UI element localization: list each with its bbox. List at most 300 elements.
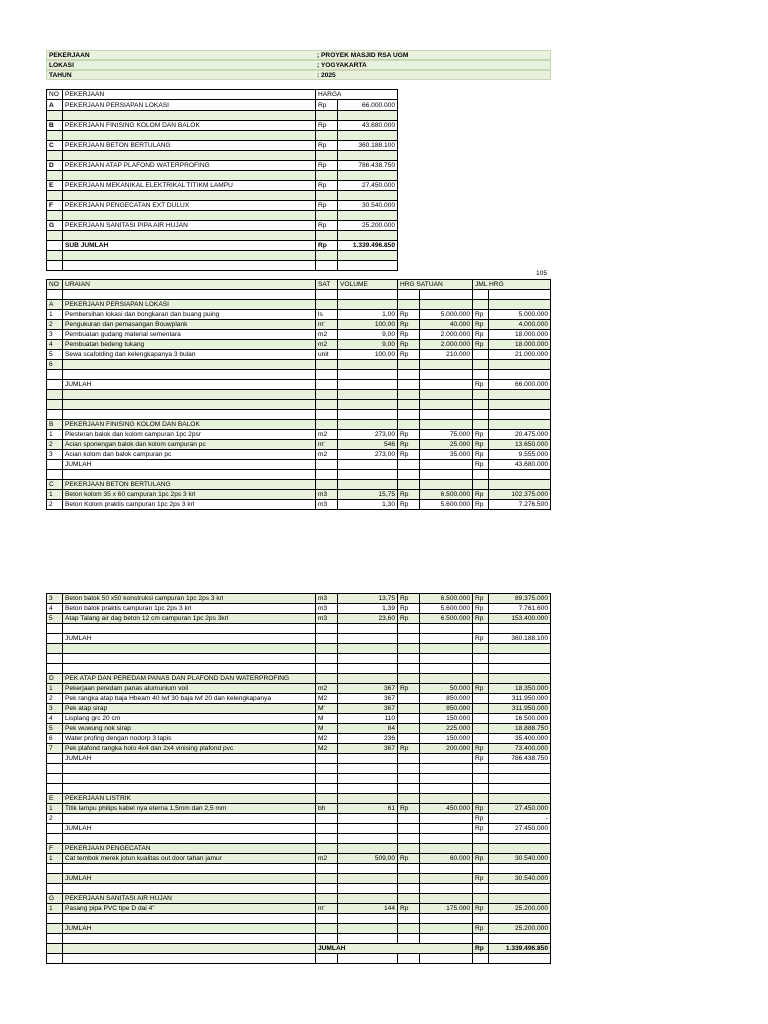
item-sat: m': [316, 440, 338, 450]
item-rp: Rp: [473, 614, 489, 624]
hdr-uraian: URAIAN: [63, 280, 316, 290]
item-total: 25.200.000: [489, 904, 551, 914]
item-rp: Rp: [398, 904, 420, 914]
spacer-row: [47, 111, 398, 121]
jumlah-cur: Rp: [473, 380, 489, 390]
hdr-jml-hrg: JML HRG: [473, 280, 551, 290]
spacer-row: [47, 470, 551, 480]
item-price: 6.500.000: [420, 594, 473, 604]
item-row: [47, 360, 551, 370]
spacer-row: [47, 654, 551, 664]
section-no: A: [47, 300, 63, 310]
item-no: 1: [47, 310, 63, 320]
row-no: C: [47, 141, 63, 151]
item-desc: Water profing dengan nodorp 3 lapis: [63, 734, 316, 744]
summary-row: [47, 221, 398, 231]
item-rp: Rp: [398, 684, 420, 694]
item-volume: 367: [338, 694, 398, 704]
item-total: 7.276.500: [489, 500, 551, 510]
spacer-row: [47, 400, 551, 410]
spacer-row: [47, 261, 398, 271]
item-price: 60.000: [420, 854, 473, 864]
item-desc: Titik lampu philips kabel nya eterna 1,5mm dan 2,5 mm: [63, 804, 316, 814]
section-title-row: [47, 794, 551, 804]
item-desc: Sewa scafolding dan kelengkapanya 3 bulan: [63, 350, 316, 360]
section-title: PEKERJAAN FINISING KOLOM DAN BALOK: [63, 420, 316, 430]
spacer-row: [47, 914, 551, 924]
item-sat: bh: [316, 804, 338, 814]
item-no: 4: [47, 604, 63, 614]
hdr-hrg-satuan: HRG SATUAN: [398, 280, 473, 290]
item-desc: Pembersihan lokasi dan bongkaran dan buang puing: [63, 310, 316, 320]
spacer-row: [47, 151, 398, 161]
item-rp: Rp: [398, 594, 420, 604]
item-rp: [398, 814, 420, 824]
row-val: 786.438.750: [338, 161, 398, 171]
item-rp: [473, 694, 489, 704]
item-volume: 236: [338, 734, 398, 744]
item-total: 18.000.000: [489, 330, 551, 340]
item-no: 2: [47, 320, 63, 330]
item-row: [47, 340, 551, 350]
item-desc: Pek wuwung nok sirap: [63, 724, 316, 734]
item-rp: Rp: [473, 330, 489, 340]
item-row: [47, 450, 551, 460]
row-job: PEKERJAAN PENGECATAN EXT DULUX: [63, 201, 316, 211]
spacer-row: [47, 191, 398, 201]
jumlah-label: JUMLAH: [63, 754, 316, 764]
item-volume: [338, 814, 398, 824]
item-sat: m3: [316, 614, 338, 624]
item-rp: Rp: [398, 614, 420, 624]
item-no: 2: [47, 814, 63, 824]
item-no: 5: [47, 350, 63, 360]
item-price: [420, 814, 473, 824]
item-total: 16.500.000: [489, 714, 551, 724]
item-price: 850.000: [420, 694, 473, 704]
item-desc: Pekerjaan peredam panas alumunium voil: [63, 684, 316, 694]
item-no: 4: [47, 340, 63, 350]
item-price: 2.000.000: [420, 340, 473, 350]
item-rp: [473, 724, 489, 734]
section-title-row: [47, 674, 551, 684]
jumlah-val: 25.200.000: [489, 924, 551, 934]
jumlah-cur: Rp: [473, 754, 489, 764]
item-total: 35.400.000: [489, 734, 551, 744]
row-no: G: [47, 221, 63, 231]
item-desc: Beton kolom 35 x 60 campuran 1pc 2ps 3 krl: [63, 490, 316, 500]
jumlah-cur: Rp: [473, 634, 489, 644]
item-no: 1: [47, 490, 63, 500]
section-title: PEK ATAP DAN PEREDAM PANAS DAN PLAFOND DAN WATERPROFING: [63, 674, 316, 684]
item-sat: m': [316, 904, 338, 914]
item-total: 30.540.000: [489, 854, 551, 864]
jumlah-label: JUMLAH: [63, 634, 316, 644]
item-total: 9.555.000: [489, 450, 551, 460]
item-no: 6: [47, 360, 63, 370]
item-rp: Rp: [398, 350, 420, 360]
row-job: PEKERJAAN SANITASI PIPA AIR HUJAN: [63, 221, 316, 231]
item-desc: Atap Talang air dag beton 12 cm campuran 1pc 2ps 3krl: [63, 614, 316, 624]
item-price: 40.000: [420, 320, 473, 330]
item-total: 153.400.000: [489, 614, 551, 624]
header-label: TAHUN: [49, 72, 72, 79]
jumlah-cur: Rp: [473, 824, 489, 834]
row-cur: Rp: [316, 201, 338, 211]
item-row: [47, 310, 551, 320]
item-desc: Cat tembok merek jotun kualitas out door tahan jamur: [63, 854, 316, 864]
section-title: PEKERJAAN PERSIAPAN LOKASI: [63, 300, 316, 310]
row-job: PEKERJAAN FINISING KOLOM DAN BALOK: [63, 121, 316, 131]
item-price: 6.500.000: [420, 490, 473, 500]
item-total: -: [489, 814, 551, 824]
item-total: 89.375.000: [489, 594, 551, 604]
item-sat: m3: [316, 500, 338, 510]
item-rp: [398, 734, 420, 744]
item-rp: Rp: [398, 430, 420, 440]
jumlah-cur: Rp: [473, 874, 489, 884]
jumlah-val: 30.540.000: [489, 874, 551, 884]
item-desc: Pembuatan bedeng tukang: [63, 340, 316, 350]
item-no: 2: [47, 694, 63, 704]
item-total: 18.350.000: [489, 684, 551, 694]
item-sat: [316, 814, 338, 824]
row-no: B: [47, 121, 63, 131]
spacer-row: [47, 390, 551, 400]
item-rp: [398, 724, 420, 734]
item-row: [47, 724, 551, 734]
item-rp: Rp: [398, 804, 420, 814]
item-desc: [63, 360, 316, 370]
item-sat: M2: [316, 734, 338, 744]
grand-total-row: [47, 944, 551, 954]
summary-row: [47, 121, 398, 131]
jumlah-row: [47, 924, 551, 934]
summary-row: [47, 100, 398, 111]
jumlah-row: [47, 634, 551, 644]
item-sat: m2: [316, 340, 338, 350]
item-row: [47, 500, 551, 510]
item-sat: [316, 360, 338, 370]
item-total: 27.450.000: [489, 804, 551, 814]
item-rp: [398, 694, 420, 704]
item-no: 1: [47, 430, 63, 440]
item-row: [47, 594, 551, 604]
item-sat: M2: [316, 744, 338, 754]
item-rp: Rp: [398, 604, 420, 614]
item-total: 311.950.000: [489, 694, 551, 704]
summary-header: [47, 90, 398, 100]
item-volume: [338, 360, 398, 370]
item-rp: [398, 360, 420, 370]
item-volume: 367: [338, 704, 398, 714]
summary-table: [46, 89, 398, 271]
item-volume: 61: [338, 804, 398, 814]
item-volume: 84: [338, 724, 398, 734]
item-total: 18.888.750: [489, 724, 551, 734]
item-rp: Rp: [398, 440, 420, 450]
row-no: D: [47, 161, 63, 171]
row-job: PEKERJAAN BETON BERTULANG: [63, 141, 316, 151]
item-no: 7: [47, 744, 63, 754]
col-no: NO: [47, 90, 63, 100]
item-price: 150.000: [420, 734, 473, 744]
summary-row: [47, 201, 398, 211]
item-desc: Pek rangka atap baja Hbeam 40 lwf 30 baja lwf 20 dan kelengkapanya: [63, 694, 316, 704]
row-job: PEKERJAAN PERSIAPAN LOKASI: [63, 100, 316, 111]
item-row: [47, 604, 551, 614]
item-no: 1: [47, 854, 63, 864]
item-no: 3: [47, 704, 63, 714]
item-rp: [473, 714, 489, 724]
section-title: PEKERJAAN PENGECATAN: [63, 844, 316, 854]
item-sat: m3: [316, 604, 338, 614]
subtotal-val: 1.339.496.850: [338, 241, 398, 251]
item-no: 2: [47, 500, 63, 510]
jumlah-val: 43.680.000: [489, 460, 551, 470]
row-val: 25.200.000: [338, 221, 398, 231]
item-no: 4: [47, 714, 63, 724]
item-volume: 9,00: [338, 340, 398, 350]
col-price: HARGA: [316, 90, 398, 100]
row-no: E: [47, 181, 63, 191]
item-sat: M: [316, 724, 338, 734]
header-value: ; YOGYAKARTA: [317, 62, 367, 69]
spacer-row: [47, 290, 551, 300]
item-row: [47, 714, 551, 724]
item-total: 102.375.000: [489, 490, 551, 500]
jumlah-row: [47, 874, 551, 884]
item-desc: Pembuatan gudang material sementara: [63, 330, 316, 340]
jumlah-cur: Rp: [473, 460, 489, 470]
spacer-row: [47, 171, 398, 181]
item-sat: m': [316, 320, 338, 330]
grand-total-val: 1.339.496.850: [489, 944, 551, 954]
subtotal-label: SUB JUMLAH: [63, 241, 316, 251]
jumlah-label: JUMLAH: [63, 380, 316, 390]
spacer-row: [47, 864, 551, 874]
item-total: 21.000.000: [489, 350, 551, 360]
detail-table-part2: [46, 593, 551, 964]
item-total: [489, 360, 551, 370]
spacer-row: [47, 664, 551, 674]
item-volume: 367: [338, 744, 398, 754]
item-price: 75.000: [420, 430, 473, 440]
item-price: [420, 360, 473, 370]
detail-table-part1: [46, 279, 551, 510]
item-no: 3: [47, 450, 63, 460]
jumlah-row: [47, 380, 551, 390]
grand-total-cur: Rp: [473, 944, 489, 954]
header-value: : 2025: [317, 72, 336, 79]
header-value: ; PROYEK MASJID RSA UGM: [317, 52, 409, 59]
spacer-row: [47, 764, 551, 774]
item-price: 6.500.000: [420, 614, 473, 624]
item-rp: [473, 350, 489, 360]
jumlah-label: JUMLAH: [63, 824, 316, 834]
item-rp: Rp: [398, 500, 420, 510]
row-cur: Rp: [316, 221, 338, 231]
item-rp: Rp: [473, 490, 489, 500]
section-title-row: [47, 894, 551, 904]
section-no: B: [47, 420, 63, 430]
spacer-row: [47, 251, 398, 261]
item-price: 175.000: [420, 904, 473, 914]
item-row: [47, 744, 551, 754]
item-rp: [473, 360, 489, 370]
item-price: 225.000: [420, 724, 473, 734]
item-price: 150.000: [420, 714, 473, 724]
header-row-lokasi: [46, 60, 551, 70]
item-sat: m3: [316, 594, 338, 604]
item-price: 5.000.000: [420, 310, 473, 320]
item-desc: Beton balok 50 x50 konstruksi campuran 1pc 2ps 3 krl: [63, 594, 316, 604]
jumlah-cur: Rp: [473, 924, 489, 934]
item-rp: Rp: [473, 804, 489, 814]
item-rp: Rp: [473, 320, 489, 330]
jumlah-val: 786.438.750: [489, 754, 551, 764]
item-row: [47, 804, 551, 814]
spacer-row: [47, 774, 551, 784]
item-no: 2: [47, 440, 63, 450]
jumlah-row: [47, 460, 551, 470]
row-cur: Rp: [316, 100, 338, 111]
item-price: 450.000: [420, 804, 473, 814]
row-cur: Rp: [316, 121, 338, 131]
item-no: 1: [47, 804, 63, 814]
item-rp: Rp: [398, 310, 420, 320]
item-price: 5.600.000: [420, 604, 473, 614]
item-price: 2.000.000: [420, 330, 473, 340]
item-desc: Plesteran balok dan kolom campuran 1pc 2psr: [63, 430, 316, 440]
item-rp: Rp: [473, 450, 489, 460]
jumlah-row: [47, 824, 551, 834]
item-row: [47, 904, 551, 914]
summary-subtotal: [47, 241, 398, 251]
item-no: 5: [47, 724, 63, 734]
item-volume: 9,00: [338, 330, 398, 340]
row-no: F: [47, 201, 63, 211]
item-no: 5: [47, 614, 63, 624]
item-rp: [398, 704, 420, 714]
jumlah-row: [47, 754, 551, 764]
spacer-row: [47, 231, 398, 241]
item-row: [47, 430, 551, 440]
jumlah-label: JUMLAH: [63, 460, 316, 470]
item-price: 850.000: [420, 704, 473, 714]
item-rp: Rp: [398, 320, 420, 330]
item-rp: Rp: [473, 684, 489, 694]
item-rp: [398, 714, 420, 724]
item-desc: Lisplang grc 20 cm: [63, 714, 316, 724]
item-sat: M: [316, 714, 338, 724]
item-rp: [473, 704, 489, 714]
spacer-row: [47, 211, 398, 221]
item-volume: 100,00: [338, 320, 398, 330]
item-rp: Rp: [473, 430, 489, 440]
spacer-row: [47, 410, 551, 420]
spacer-row: [47, 131, 398, 141]
item-no: 3: [47, 594, 63, 604]
header-label: PEKERJAAN: [49, 52, 90, 59]
row-cur: Rp: [316, 141, 338, 151]
item-price: 210.000: [420, 350, 473, 360]
item-sat: m2: [316, 430, 338, 440]
spacer-row: [47, 834, 551, 844]
item-row: [47, 330, 551, 340]
item-volume: 273,00: [338, 450, 398, 460]
item-row: [47, 350, 551, 360]
item-rp: Rp: [473, 340, 489, 350]
item-volume: 23,60: [338, 614, 398, 624]
item-rp: Rp: [398, 450, 420, 460]
item-volume: 15,75: [338, 490, 398, 500]
item-row: [47, 320, 551, 330]
item-row: [47, 440, 551, 450]
subtotal-cur: Rp: [316, 241, 338, 251]
jumlah-label: JUMLAH: [63, 874, 316, 884]
item-desc: Acian kolom dan balok campuran pc: [63, 450, 316, 460]
item-desc: Pasang pipa PVC tipe D dai 4": [63, 904, 316, 914]
header-row-tahun: [46, 70, 551, 80]
item-price: 5.600.000: [420, 500, 473, 510]
item-volume: 1,30: [338, 500, 398, 510]
item-price: 35.000: [420, 450, 473, 460]
section-title-row: [47, 300, 551, 310]
item-desc: Pek atap sirap: [63, 704, 316, 714]
summary-row: [47, 141, 398, 151]
item-rp: Rp: [398, 854, 420, 864]
item-rp: Rp: [398, 744, 420, 754]
row-job: PEKERJAAN MEKANIKAL ELEKTRIKAL TITIKM LAMPU: [63, 181, 316, 191]
section-no: D: [47, 674, 63, 684]
item-rp: Rp: [473, 594, 489, 604]
item-rp: Rp: [473, 604, 489, 614]
jumlah-val: 360.188.100: [489, 634, 551, 644]
item-price: 25.000: [420, 440, 473, 450]
item-volume: 367: [338, 684, 398, 694]
item-rp: Rp: [473, 904, 489, 914]
row-no: A: [47, 100, 63, 111]
item-volume: 1,00: [338, 310, 398, 320]
item-price: 50.000: [420, 684, 473, 694]
item-rp: Rp: [473, 500, 489, 510]
item-sat: m2: [316, 450, 338, 460]
item-total: 4.000.000: [489, 320, 551, 330]
item-no: 1: [47, 684, 63, 694]
item-total: 5.000.000: [489, 310, 551, 320]
item-desc: Pengukuran dan pemasangan Bouwplank: [63, 320, 316, 330]
spacer-row: [47, 644, 551, 654]
item-row: [47, 614, 551, 624]
item-row: [47, 814, 551, 824]
spacer-row: [47, 934, 551, 944]
jumlah-val: 27.450.000: [489, 824, 551, 834]
spacer-row: [47, 784, 551, 794]
item-total: 73.400.000: [489, 744, 551, 754]
item-row: [47, 684, 551, 694]
item-volume: 509,00: [338, 854, 398, 864]
jumlah-val: 66.000.000: [489, 380, 551, 390]
item-desc: Beton balok praktis campuran 1pc 2ps 3 krl: [63, 604, 316, 614]
item-row: [47, 490, 551, 500]
item-volume: 546: [338, 440, 398, 450]
spacer-row: [47, 624, 551, 634]
hdr-no: NO: [47, 280, 63, 290]
item-desc: Beton Kolom praktis campuran 1pc 2ps 3 krl: [63, 500, 316, 510]
page-number: 105: [536, 270, 548, 277]
item-desc: Acian sponengan balok dan kolom campuran pc: [63, 440, 316, 450]
